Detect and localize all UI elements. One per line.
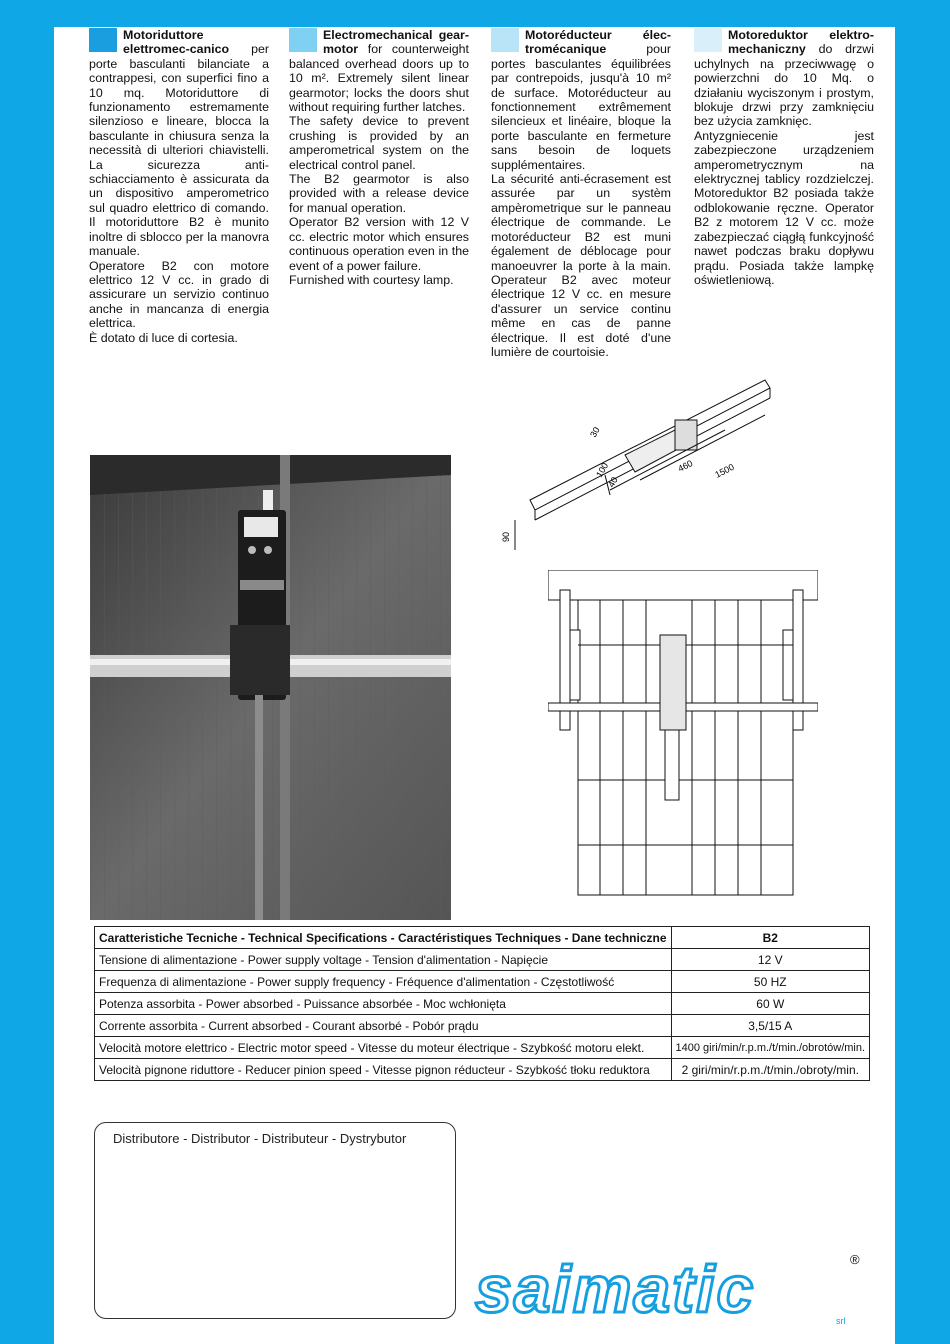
body-fr: pour portes basculantes équilibrées par contrepoids, jusqu'à 10 m² de surface. Motoréducteur au fonctionnement extrêmement silencieux et linéaire, bloque la porte basculante en fermeture sans besoin de loquets supplémentaires. [491,42,671,172]
body-it: per porte basculanti bilanciate a contrappesi, con superfici fino a 10 mq. Motoriduttore di funzionamento estremamente silenzioso e lineare, blocca la basculante in chiusura senza la necessità di ulteriori chiavistelli. La sicurezza anti-schiacciamento è assicurata da un dispositivo amperometrico sul quadro elettrico di comando. Il motoriduttore B2 è munito inoltre di sblocco per la manovra manuale. [89,42,269,259]
column-polish [694,28,874,287]
column-italian [89,28,269,345]
para2-en: The safety device to prevent crushing is provided by an amperometrical system on the electrical control panel. [289,114,469,172]
table-row [95,1059,870,1081]
spec-label: Frequenza di alimentazione - Power supply frequency - Fréquence d'alimentation - Częstotliwość [95,971,672,993]
para2-pl: Antyzgniecenie jest zabezpieczone urządzeniem amperometrycznym na elektrycznej tablicy rozdzielczej. Motoreduktor B2 posiada także odblokowanie ręczne. Operator B2 z motorem 12 V cc. może zabezpieczać ciągłą funkcyjność nawet podczas braku dopływu prądu. Posiada także lampkę oświetleniową. [694,128,874,287]
body-en: for counterweight balanced overhead doors up to 10 m². Extremely silent linear gearmotor; locks the doors shut without requiring further latches. [289,42,469,115]
door-drawing [548,570,818,900]
spec-label: Velocità motore elettrico - Electric motor speed - Vitesse du moteur électrique - Szybkość motoru elekt. [95,1037,672,1059]
dim-100: 100 [594,460,611,479]
para2-it: Operatore B2 con motore elettrico 12 V cc. in grado di assicurare un servizio continuo anche in mancanza di energia elettrica. [89,258,269,331]
para2-fr: La sécurité anti-écrasement est assurée par un systèm ampèrometrique sur le panneau électrique de commande. Le motoréducteur B2 est muni également de déblocage pour manoeuvrer la porte à la main. Operateur B2 avec moteur électrique 12 V cc. en mesure d'assurer un service continu même en cas de panne électrique. Il est doté d'une lumière de courtoisie. [491,172,671,359]
spec-value: 1400 giri/min/r.p.m./t/min./obrotów/min. [671,1037,870,1059]
spec-label: Corrente assorbita - Current absorbed - Courant absorbé - Pobór prądu [95,1015,672,1037]
para3-en: The B2 gearmotor is also provided with a release device for manual operation. [289,172,469,215]
spec-value: 50 HZ [671,971,870,993]
lead-pl: Motoreduktor elektro-mechaniczny [728,28,874,57]
specs-header-label: Caratteristiche Tecniche - Technical Specifications - Caractéristiques Techniques - Dane techniczne [95,927,672,949]
distributor-box [94,1122,456,1319]
spec-value: 12 V [671,949,870,971]
product-photo [90,455,451,920]
distributor-label: Distributore - Distributor - Distributeur - Dystrybutor [113,1131,407,1146]
spec-value: 60 W [671,993,870,1015]
dim-30: 30 [588,425,602,439]
column-french [491,28,671,359]
spec-label: Velocità pignone riduttore - Reducer pinion speed - Vitesse pignon réducteur - Szybkość tłoku reduktora [95,1059,672,1081]
lead-fr: Motoréducteur élec-tromécanique [525,28,671,57]
para3-it: È dotato di luce di cortesia. [89,330,238,345]
logo-suffix: srl [836,1316,846,1326]
dim-40: 40 [606,475,620,489]
lead-en: Electromechanical gear-motor [323,28,469,57]
saimatic-logo [470,1250,870,1330]
para5-en: Furnished with courtesy lamp. [289,272,454,287]
table-row [95,993,870,1015]
table-row [95,949,870,971]
table-row [95,971,870,993]
dim-90: 90 [501,531,511,542]
photo-illustration [90,455,451,920]
logo-wordmark: saimatic [475,1252,756,1326]
specs-header-row [95,927,870,949]
dim-1500: 1500 [713,461,736,480]
color-square-it [89,28,117,52]
registered-mark: ® [850,1252,860,1267]
table-row [95,1015,870,1037]
para4-en: Operator B2 version with 12 V cc. electric motor which ensures continuous operation even in the event of a power failure. [289,215,469,273]
color-square-fr [491,28,519,52]
dim-460: 460 [676,458,695,474]
spec-label: Tensione di alimentazione - Power supply voltage - Tension d'alimentation - Napięcie [95,949,672,971]
table-row [95,1037,870,1059]
specs-header-value: B2 [671,927,870,949]
specs-table [94,926,870,1081]
body-pl: do drzwi uchylnych na przeciwwagę o powierzchni do 10 Mq. o działaniu wyciszonym i prostym, blokuje drzwi przy zamknięciu bez użycia zamknięc. [694,42,874,129]
lead-it: Motoriduttore elettromec-canico [123,28,230,57]
color-square-pl [694,28,722,52]
column-english [289,28,469,287]
spec-value: 3,5/15 A [671,1015,870,1037]
color-square-en [289,28,317,52]
spec-label: Potenza assorbita - Power absorbed - Puissance absorbée - Moc wchłonięta [95,993,672,1015]
dimension-drawing [495,360,785,550]
spec-value: 2 giri/min/r.p.m./t/min./obroty/min. [671,1059,870,1081]
